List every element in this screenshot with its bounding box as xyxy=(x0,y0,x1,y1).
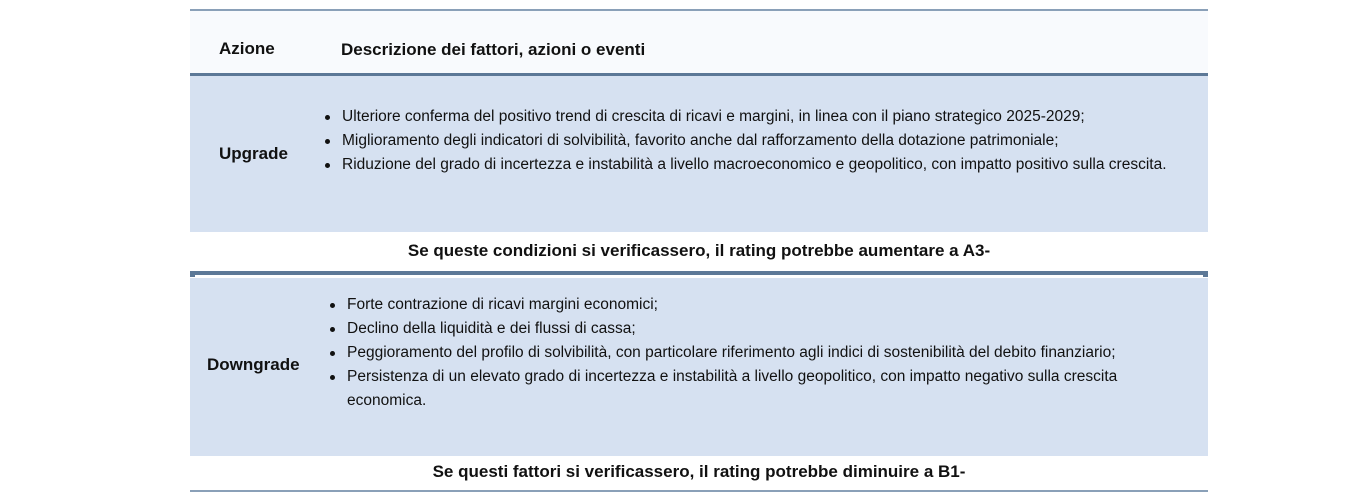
upgrade-bullet-list xyxy=(323,105,1183,177)
bullet-text: Declino della liquidità e dei flussi di cassa; xyxy=(347,320,636,337)
table-header xyxy=(190,11,1208,73)
header-action: Azione xyxy=(219,39,275,58)
upgrade-summary: Se queste condizioni si verificassero, il rating potrebbe aumentare a A3- xyxy=(407,241,991,260)
upgrade-label: Upgrade xyxy=(219,144,288,163)
bullet-text: Peggioramento del profilo di solvibilità, con particolare riferimento agli indici di sostenibilità del debito finanziario; xyxy=(347,344,1116,361)
list-item xyxy=(323,153,1183,177)
bullet-icon xyxy=(330,375,335,380)
section-divider-cap-right xyxy=(1203,271,1208,277)
list-item xyxy=(328,365,1140,413)
header-description: Descrizione dei fattori, azioni o eventi xyxy=(341,40,646,59)
section-divider xyxy=(195,271,1203,275)
bullet-icon xyxy=(325,115,330,120)
bullet-icon xyxy=(330,303,335,308)
list-item xyxy=(323,129,1183,153)
bullet-text: Riduzione del grado di incertezza e instabilità a livello macroeconomico e geopolitico, con impatto positivo sulla crescita. xyxy=(342,156,1167,173)
bullet-icon xyxy=(330,351,335,356)
bullet-icon xyxy=(325,163,330,168)
bullet-text: Miglioramento degli indicatori di solvibilità, favorito anche dal rafforzamento della dotazione patrimoniale; xyxy=(342,132,1059,149)
downgrade-label: Downgrade xyxy=(207,355,300,374)
table-bottom-rule xyxy=(190,490,1208,492)
bullet-text: Ulteriore conferma del positivo trend di crescita di ricavi e margini, in linea con il piano strategico 2025-2029; xyxy=(342,108,1085,125)
list-item xyxy=(328,293,1140,317)
downgrade-summary: Se questi fattori si verificassero, il rating potrebbe diminuire a B1- xyxy=(432,462,966,481)
list-item xyxy=(328,341,1140,365)
bullet-icon xyxy=(330,327,335,332)
bullet-icon xyxy=(325,139,330,144)
downgrade-bullet-list xyxy=(328,293,1140,413)
rating-factors-table xyxy=(190,9,1208,493)
list-item xyxy=(323,105,1183,129)
bullet-text: Persistenza di un elevato grado di incertezza e instabilità a livello geopolitico, con impatto negativo sulla crescita economica. xyxy=(347,368,1118,409)
list-item xyxy=(328,317,1140,341)
bullet-text: Forte contrazione di ricavi margini economici; xyxy=(347,296,658,313)
